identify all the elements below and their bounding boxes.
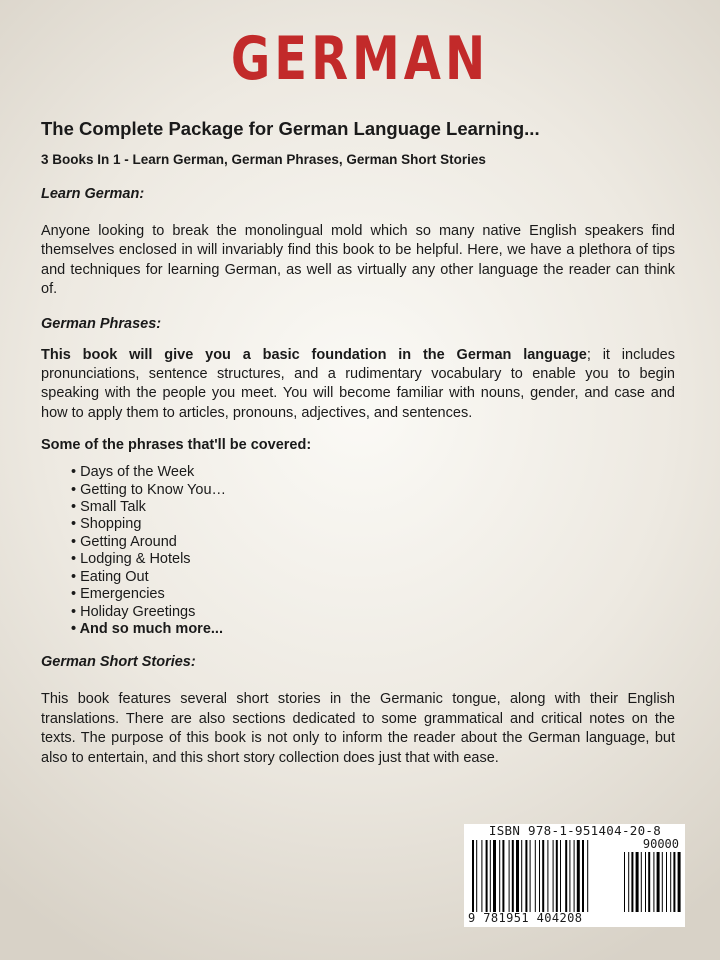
list-item: • Eating Out (71, 568, 149, 585)
barcode-stripe (565, 840, 567, 912)
barcode-stripe (582, 840, 584, 912)
barcode-stripe (569, 840, 570, 912)
intro-heading: The Complete Package for German Language Learning... (41, 118, 540, 139)
phrases-list-title: Some of the phrases that'll be covered: (41, 437, 312, 454)
list-item: • Shopping (71, 516, 142, 533)
addon-stripe (645, 852, 646, 912)
addon-stripe (624, 852, 625, 912)
barcode-stripe (530, 840, 531, 912)
addon-stripe (648, 852, 650, 912)
addon-stripe (641, 852, 642, 912)
price-addon-code: 90000 (642, 837, 679, 851)
learn-german-description: Anyone looking to break the monolingual mold which so many native English speakers find themselves enclosed in will invariably find this book to be helpful. Here, we have a plethora of tips and techniques for learning German, as well as virtually any other language the reader can think of. (41, 223, 675, 298)
list-item: • And so much more... (71, 620, 223, 637)
list-item: • Holiday Greetings (71, 603, 196, 620)
barcode-stripe (509, 840, 510, 912)
list-item: • Getting Around (71, 533, 177, 550)
phrases-list (71, 464, 675, 638)
addon-stripe (678, 852, 681, 912)
barcode-stripe (535, 840, 536, 912)
list-item: • Getting to Know You… (71, 481, 227, 498)
list-item: • Small Talk (71, 499, 146, 516)
learn-german-title: Learn German: (41, 186, 145, 202)
german-phrases-body: ; it includes pronunciations, sentence structures, and a rudimentary vocabulary to enable you to begin speaking with the people you meet. You will become familiar with nouns, gender, and case and how to apply them to articles, pronouns, adjectives, and sentences. (41, 346, 675, 421)
barcode-number: 9 781951 404208 (468, 911, 583, 925)
addon-stripe (628, 852, 629, 912)
barcode-stripe (512, 840, 514, 912)
list-item: • Lodging & Hotels (71, 551, 191, 568)
barcode-stripe (493, 840, 496, 912)
german-phrases-title: German Phrases: (41, 315, 162, 332)
barcode-stripe (542, 840, 544, 912)
addon-stripe (636, 852, 639, 912)
barcode-stripe (525, 840, 527, 912)
book-title: GERMAN (230, 24, 490, 94)
addon-stripe (653, 852, 654, 912)
barcode-stripe (472, 840, 474, 912)
barcode-stripe (574, 840, 575, 912)
isbn-label: ISBN 978-1-951404-20-8 (488, 823, 662, 838)
barcode-stripe (521, 840, 522, 912)
barcode-stripe (481, 840, 482, 912)
addon-stripe (670, 852, 671, 912)
back-cover-text (41, 116, 675, 768)
addon-stripe (673, 852, 675, 912)
list-item: • Days of the Week (71, 464, 195, 481)
addon-stripe (666, 852, 667, 912)
list-item: • Emergencies (71, 586, 165, 603)
barcode-stripe (502, 840, 504, 912)
german-phrases-lead: This book will give you a basic foundation in the German language (41, 346, 587, 363)
barcode-stripe (539, 840, 540, 912)
barcode-stripe (587, 840, 588, 912)
addon-stripe (662, 852, 663, 912)
short-stories-title: German Short Stories: (41, 654, 196, 671)
isbn-barcode (464, 824, 685, 927)
barcode-stripe (499, 840, 500, 912)
intro-subheading: 3 Books In 1 - Learn German, German Phrases, German Short Stories (41, 152, 486, 167)
barcode-stripe (516, 840, 519, 912)
barcode-stripe (490, 840, 491, 912)
barcode-stripe (560, 840, 561, 912)
addon-stripe (631, 852, 633, 912)
barcode-stripe (577, 840, 580, 912)
addon-stripe (657, 852, 660, 912)
short-stories-description: This book features several short stories in the Germanic tongue, along with their English translations. There are also sections dedicated to some grammatical and critical notes on the texts. The purpose of this book is not only to inform the reader about the German language, but also to entertain, and this short story collection does just that with ease. (41, 691, 675, 766)
barcode-stripe (486, 840, 488, 912)
barcode-stripe (553, 840, 554, 912)
barcode-stripe (547, 840, 548, 912)
german-phrases-description (41, 346, 675, 424)
barcode-stripe (556, 840, 558, 912)
barcode-stripe (476, 840, 477, 912)
